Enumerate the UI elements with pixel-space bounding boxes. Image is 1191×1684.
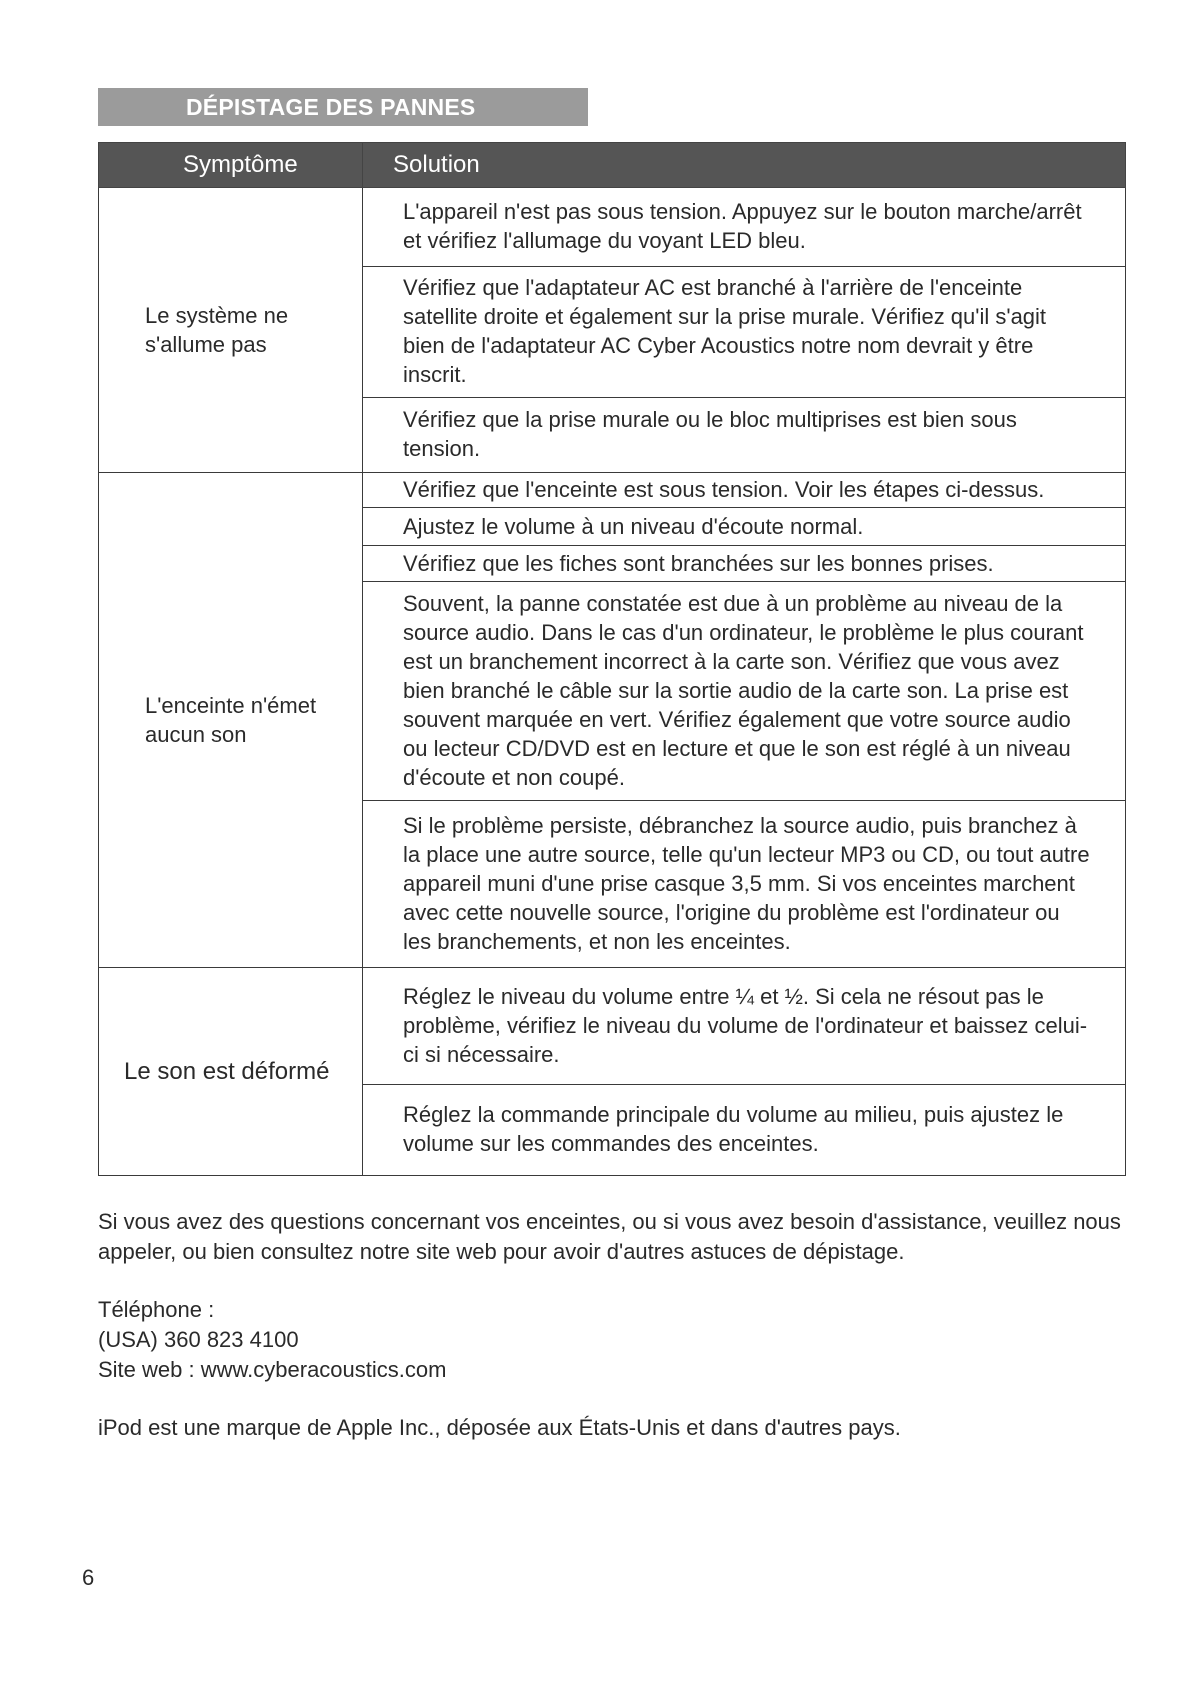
header-solution: Solution [363,143,1126,188]
help-text: Si vous avez des questions concernant vos enceintes, ou si vous avez besoin d'assistance, veuillez nous appeler, ou bien consultez notre site web pour avoir d'autres astuces de dépistage. [98,1209,1121,1264]
header-symptom: Symptôme [99,143,363,188]
table-row [99,473,1126,508]
website-link[interactable]: Site web : www.cyberacoustics.com [98,1357,447,1382]
contact-section [98,1207,1138,1471]
table-header-row [99,143,1126,188]
solution-cell: Vérifiez que l'adaptateur AC est branché à l'arrière de l'enceinte satellite droite et également sur la prise murale. Vérifiez qu'il s'agit bien de l'adaptateur AC Cyber Acoustics notre nom devrait y être inscrit. [363,267,1126,398]
table-row [99,188,1126,267]
symptom-cell: Le système ne s'allume pas [99,188,363,473]
solution-cell: Réglez le niveau du volume entre ¼ et ½. Si cela ne résout pas le problème, vérifiez le niveau du volume de l'ordinateur et baissez celui-ci si nécessaire. [363,968,1126,1085]
section-title: DÉPISTAGE DES PANNES [98,88,588,126]
solution-cell: Vérifiez que l'enceinte est sous tension. Voir les étapes ci-dessus. [363,473,1126,508]
solution-cell: Si le problème persiste, débranchez la source audio, puis branchez à la place une autre source, telle qu'un lecteur MP3 ou CD, ou tout autre appareil muni d'une prise casque 3,5 mm. Si vos enceintes marchent avec cette nouvelle source, l'origine du problème est l'ordinateur ou les branchements, et non les enceintes. [363,801,1126,968]
troubleshooting-table [98,142,1126,1176]
solution-cell: Réglez la commande principale du volume au milieu, puis ajustez le volume sur les commandes des enceintes. [363,1085,1126,1176]
solution-cell: Vérifiez que la prise murale ou le bloc multiprises est bien sous tension. [363,398,1126,473]
solution-cell: Ajustez le volume à un niveau d'écoute normal. [363,508,1126,546]
table-row [99,968,1126,1085]
page-number: 6 [82,1565,95,1590]
phone-label: Téléphone : [98,1297,215,1322]
symptom-cell: Le son est déformé [99,968,363,1176]
trademark-notice: iPod est une marque de Apple Inc., déposée aux États-Unis et dans d'autres pays. [98,1415,901,1440]
symptom-cell: L'enceinte n'émet aucun son [99,473,363,968]
solution-cell: L'appareil n'est pas sous tension. Appuyez sur le bouton marche/arrêt et vérifiez l'allumage du voyant LED bleu. [363,188,1126,267]
phone-number: (USA) 360 823 4100 [98,1327,299,1352]
solution-cell: Vérifiez que les fiches sont branchées sur les bonnes prises. [363,546,1126,582]
solution-cell: Souvent, la panne constatée est due à un problème au niveau de la source audio. Dans le cas d'un ordinateur, le problème le plus courant est un branchement incorrect à la carte son. Vérifiez que vous avez bien branché le câble sur la sortie audio de la carte son. La prise est souvent marquée en vert. Vérifiez également que votre source audio ou lecteur CD/DVD est en lecture et que le son est réglé à un niveau d'écoute et non coupé. [363,582,1126,801]
